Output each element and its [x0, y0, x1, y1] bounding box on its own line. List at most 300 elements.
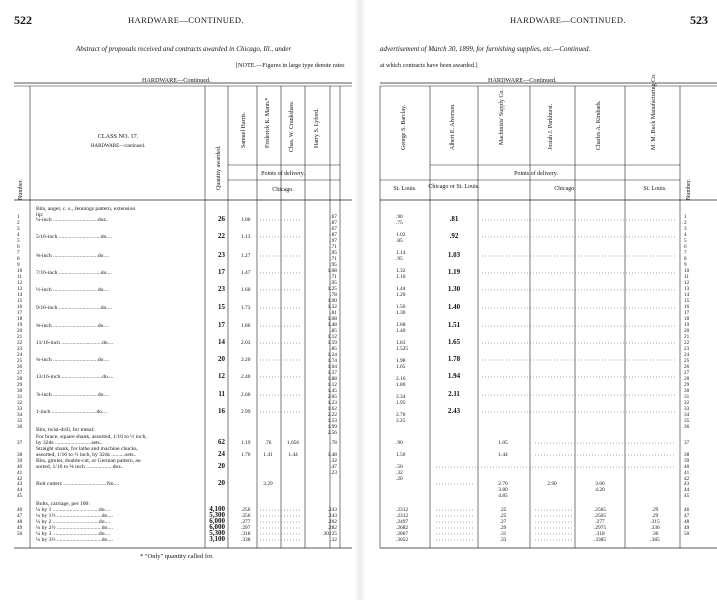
row-number-right: 24	[684, 352, 690, 358]
row-number-left: 19	[17, 322, 23, 328]
barclay-price: .90	[396, 214, 403, 220]
quantity-awarded: 5,300	[209, 529, 225, 537]
item-description: ¼ by 3½ ................................do....	[36, 537, 113, 543]
row-number-right: 34	[684, 412, 690, 418]
item-description: Bits, gimlet, double-cut, or German pattern, as-	[36, 458, 142, 464]
bidder-mann: Frederick K. Mann.*	[265, 97, 271, 148]
mann-price: 3.29	[263, 481, 273, 487]
row-number-right: 42	[684, 476, 690, 482]
row-number-left: 10	[17, 268, 23, 274]
harris-price: .297	[241, 525, 251, 531]
row-number-right: 44	[684, 487, 690, 493]
harris-price: 1.13	[241, 234, 251, 240]
item-description: ¼ by 2 .................................do....	[36, 519, 111, 525]
quantity-awarded: 17	[218, 321, 225, 329]
harris-price: 1.19	[241, 440, 251, 446]
leader-dots	[260, 220, 676, 540]
machinists-price: 3.80	[498, 487, 508, 493]
quantity-awarded: 17	[218, 268, 225, 276]
row-number-right: 3	[684, 226, 687, 232]
right-running-head: HARDWARE—CONTINUED.	[510, 15, 626, 25]
bidder-crankshaw: Chas. W. Crankshaw.	[289, 100, 295, 152]
quantity-awarded: 20	[218, 479, 225, 487]
lyford-price: 1.08	[327, 316, 337, 322]
row-number-left: 37	[17, 440, 23, 446]
row-number-right: 41	[684, 470, 690, 476]
row-number-right: 28	[684, 376, 690, 382]
row-number-right: 50	[684, 531, 690, 537]
row-number-right: 46	[684, 507, 690, 513]
row-number-right: 40	[684, 464, 690, 470]
barclay-price: .2682	[396, 525, 409, 531]
item-description: ¼ by 2½ ................................do....	[36, 525, 113, 531]
quantity-awarded: 5,300	[209, 511, 225, 519]
item-description: Straight shank, for lathe and machine chucks,	[36, 446, 138, 452]
quantity-awarded: 16	[218, 407, 225, 415]
item-description: ⅝-inch ................................do....	[36, 323, 110, 329]
barclay-price: 1.56	[396, 304, 406, 310]
lyford-price: 1.62	[327, 406, 337, 412]
harris-price: 2.03	[241, 340, 251, 346]
machinists-price: 4.85	[498, 493, 508, 499]
barclay-price: 1.80	[396, 382, 406, 388]
item-description: Bits, auger, c. s., Jennings pattern, extension	[36, 206, 136, 212]
row-number-right: 31	[684, 394, 690, 400]
lyford-price: .95	[330, 250, 337, 256]
bidder-machinists: Machinists' Supply Co.	[499, 89, 505, 145]
row-number-left: 23	[17, 346, 23, 352]
quantity-awarded: 15	[218, 303, 225, 311]
row-number-right: 49	[684, 525, 690, 531]
row-number-right: 38	[684, 452, 690, 458]
lyford-price: .81	[330, 310, 337, 316]
left-note: [NOTE.—Figures in large type denote rates	[236, 62, 345, 69]
row-number-left: 50	[17, 531, 23, 537]
row-number-right: 8	[684, 256, 687, 262]
quantity-awarded: 6,000	[209, 517, 225, 525]
barclay-price: .2497	[396, 519, 409, 525]
left-abstract-title: Abstract of proposals received and contracts awarded in Chicago, Ill., under	[76, 45, 292, 53]
row-number-left: 46	[17, 507, 23, 513]
machinists-price: 2.70	[498, 481, 508, 487]
barclay-price: .85	[396, 238, 403, 244]
row-number-left: 11	[17, 274, 22, 280]
row-number-left: 43	[17, 481, 23, 487]
row-number-right: 35	[684, 418, 690, 424]
alverson-price: 1.30	[447, 285, 461, 293]
row-number-left: 14	[17, 292, 23, 298]
harris-price: 1.00	[241, 217, 251, 223]
class-title: CLASS NO. 17.	[97, 133, 139, 140]
row-number-left: 25	[17, 358, 23, 364]
row-number-right: 15	[684, 298, 690, 304]
row-number-right: 11	[684, 274, 689, 280]
machinists-price: .31	[499, 531, 507, 537]
right-delivery-st-louis-1: St. Louis.	[393, 186, 417, 192]
right-points-of-delivery: Points of delivery.	[514, 171, 558, 177]
machinists-price: 1.44	[498, 452, 508, 458]
row-number-right: 16	[684, 304, 690, 310]
harris-price: 2.60	[241, 392, 251, 398]
machinists-price: 1.05	[498, 440, 508, 446]
right-number-header: Number.	[686, 179, 692, 200]
barclay-price: .75	[396, 220, 403, 226]
quantity-awarded: 11	[218, 390, 225, 398]
row-number-right: 7	[684, 250, 687, 256]
row-number-left: 31	[17, 394, 23, 400]
row-number-right: 33	[684, 406, 690, 412]
quantity-awarded: 22	[218, 232, 225, 240]
row-number-left: 1	[17, 214, 20, 220]
kimbark-price: .2565	[593, 513, 607, 519]
row-number-right: 22	[684, 340, 690, 346]
lyford-price: 1.08	[327, 268, 337, 274]
crankshaw-price: 1.44	[288, 452, 298, 458]
row-number-right: 48	[684, 519, 690, 525]
kimbark-price: 4.20	[595, 487, 605, 493]
alverson-price: 1.65	[447, 338, 461, 346]
lyford-price: .95	[330, 280, 337, 286]
kimbark-price: .277	[595, 519, 605, 525]
barclay-price: 2.70	[396, 412, 406, 418]
row-number-left: 22	[17, 340, 23, 346]
row-number-left: 3	[17, 226, 20, 232]
barclay-price: .20	[396, 476, 403, 482]
row-numbers	[17, 214, 690, 537]
lyford-price: .282	[327, 525, 337, 531]
item-description: Bolt cutters ...............................No....	[36, 481, 120, 487]
harris-price: .318	[241, 531, 251, 537]
bidder-barclay: George S. Barclay.	[401, 104, 407, 150]
row-number-left: 27	[17, 370, 23, 376]
barclay-price: 1.10	[396, 274, 406, 280]
lyford-price: 1.53	[327, 418, 337, 424]
lyford-price: .47	[330, 464, 337, 470]
row-number-right: 1	[684, 214, 687, 220]
item-description: 9/16-inch ..............................do....	[36, 305, 112, 311]
barclay-price: 1.14	[396, 250, 406, 256]
row-number-left: 40	[17, 464, 23, 470]
item-description: 1-inch ................................do....	[36, 409, 108, 415]
lyford-price: 1.45	[327, 388, 337, 394]
row-number-left: 47	[17, 513, 23, 519]
kimbark-price: .318	[595, 531, 605, 537]
bidder-alverson: Albert E. Alverson.	[450, 103, 456, 150]
lyford-price: .85	[330, 328, 337, 334]
row-number-left: 30	[17, 388, 23, 394]
row-number-left: 41	[17, 470, 23, 476]
item-description: ¾-inch ................................do....	[36, 357, 110, 363]
lyford-price: 1.00	[327, 298, 337, 304]
left-delivery-chicago: Chicago.	[272, 187, 294, 193]
lyford-price: .32	[330, 537, 337, 543]
row-number-left: 36	[17, 424, 23, 430]
harris-price: 2.20	[241, 357, 251, 363]
item-description: ½-inch ................................do....	[36, 287, 110, 293]
barclay-price: 1.68	[396, 322, 406, 328]
lyford-price: 1.88	[327, 376, 337, 382]
row-number-left: 8	[17, 256, 20, 262]
buck-price: .315	[650, 519, 660, 525]
lyford-price: .67	[330, 214, 337, 220]
quantity-awarded: 20	[218, 355, 225, 363]
lyford-price: 1.48	[327, 322, 337, 328]
class-subtitle: HARDWARE—continued.	[90, 144, 146, 149]
item-description: Bits, twist-drill, for metal:	[36, 427, 95, 433]
barclay-price: 1.32	[396, 268, 406, 274]
row-number-right: 18	[684, 316, 690, 322]
right-page-number: 523	[690, 13, 708, 27]
parkhurst-price: 2.90	[547, 481, 557, 487]
lyford-price: .78	[330, 440, 337, 446]
footnote: * "Only" quantity called for.	[140, 553, 214, 560]
buck-price: .29	[651, 513, 659, 519]
row-number-left: 35	[17, 418, 23, 424]
row-number-right: 20	[684, 328, 690, 334]
lyford-price: .67	[330, 226, 337, 232]
item-description: ¼ by 1 .................................do....	[36, 507, 111, 513]
row-number-left: 4	[17, 232, 20, 238]
lyford-price: 1.23	[327, 400, 337, 406]
lyford-price: .32	[330, 458, 337, 464]
lyford-price: .87	[330, 220, 337, 226]
bidder-harris: Samuel Harris.	[241, 112, 247, 148]
row-number-right: 19	[684, 322, 690, 328]
item-description: Bolts, carriage, per 100:	[36, 501, 90, 507]
right-delivery-chicago: Chicago.	[554, 186, 576, 192]
item-description: 11/16-inch .............................do....	[36, 340, 114, 346]
barclay-price: .2867	[396, 531, 409, 537]
row-number-left: 7	[17, 250, 20, 256]
lyford-price: 1.48	[327, 452, 337, 458]
row-number-right: 29	[684, 382, 690, 388]
alverson-price: 1.78	[447, 355, 461, 363]
row-number-right: 14	[684, 292, 690, 298]
row-number-left: 33	[17, 406, 23, 412]
barclay-price: 2.16	[396, 376, 406, 382]
buck-price: .336	[650, 525, 660, 531]
quantity-awarded: 24	[218, 450, 225, 458]
row-number-left: 2	[17, 220, 20, 226]
row-number-left: 17	[17, 310, 23, 316]
bidder-kimbark: Charles A. Kimbark.	[596, 100, 602, 150]
barclay-price: .95	[396, 256, 403, 262]
lyford-price: .78	[330, 292, 337, 298]
row-number-right: 36	[684, 424, 690, 430]
row-number-left: 15	[17, 298, 23, 304]
barclay-price: .2312	[396, 507, 409, 513]
harris-price: 1.86	[241, 323, 251, 329]
table-cells	[36, 206, 660, 543]
lyford-price: 1.12	[327, 334, 337, 340]
right-note: at which contracts have been awarded.]	[380, 62, 478, 69]
left-running-head: HARDWARE—CONTINUED.	[128, 15, 244, 25]
row-number-left: 24	[17, 352, 23, 358]
quantity-awarded: 14	[218, 338, 225, 346]
left-number-header: Number.	[18, 179, 24, 200]
lyford-price: .71	[330, 244, 337, 250]
left-points-of-delivery: Points of delivery.	[261, 171, 305, 177]
row-number-right: 6	[684, 244, 687, 250]
lyford-price: 1.32	[327, 304, 337, 310]
row-number-right: 37	[684, 440, 690, 446]
harris-price: .338	[241, 537, 251, 543]
kimbark-price: .3385	[593, 537, 607, 543]
lyford-price: 1.99	[327, 424, 337, 430]
item-description: ⅞-inch ................................do....	[36, 392, 110, 398]
row-number-left: 16	[17, 304, 23, 310]
row-number-left: 18	[17, 316, 23, 322]
item-description: 7/16-inch ..............................do....	[36, 270, 112, 276]
machinists-price: .25	[499, 513, 507, 519]
item-description: ⅜-inch ................................do....	[36, 253, 110, 259]
barclay-price: 1.83	[396, 340, 406, 346]
lyford-price: .30125	[322, 531, 337, 537]
buck-price: .36	[651, 531, 659, 537]
row-number-right: 47	[684, 513, 690, 519]
item-description: assorted, 1/16 to ½ inch, by 32ds ..........sets..	[36, 452, 137, 458]
alverson-price: 1.40	[447, 303, 461, 311]
row-number-left: 20	[17, 328, 23, 334]
machinists-price: .29	[499, 525, 507, 531]
machinists-price: .25	[499, 507, 507, 513]
row-number-left: 32	[17, 400, 23, 406]
quantity-awarded: 23	[218, 251, 225, 259]
harris-price: 1.70	[241, 452, 251, 458]
barclay-price: 1.525	[396, 346, 409, 352]
left-section-heading: HARDWARE—Continued.	[142, 77, 211, 84]
lyford-price: 2.22	[327, 412, 337, 418]
lyford-price: 1.25	[327, 286, 337, 292]
row-number-right: 4	[684, 232, 687, 238]
barclay-price: .50	[396, 464, 403, 470]
row-number-left: 12	[17, 280, 23, 286]
lyford-price: 1.74	[327, 358, 337, 364]
row-number-right: 30	[684, 388, 690, 394]
row-number-right: 23	[684, 346, 690, 352]
item-description: 13/16-inch .............................do....	[36, 374, 114, 380]
lyford-price: .243	[327, 507, 337, 513]
barclay-price: 1.65	[396, 364, 406, 370]
row-number-right: 13	[684, 286, 690, 292]
item-description: sorted, 1/16 to ⅜ inch ...................doz..	[36, 464, 124, 470]
barclay-price: 1.50	[396, 452, 406, 458]
barclay-price: 2.25	[396, 418, 406, 424]
row-number-right: 25	[684, 358, 690, 364]
barclay-price: 1.44	[396, 286, 406, 292]
machinists-price: .33	[499, 537, 507, 543]
harris-price: 2.40	[241, 374, 251, 380]
row-number-left: 21	[17, 334, 23, 340]
right-section-heading: HARDWARE—Continued.	[488, 77, 557, 84]
alverson-price: 1.51	[447, 321, 461, 329]
lyford-price: .243	[327, 513, 337, 519]
barclay-price: 1.95	[396, 400, 406, 406]
bidder-lyford: Harry S. Lyford.	[314, 108, 320, 148]
lyford-price: .262	[327, 519, 337, 525]
row-number-right: 45	[684, 493, 690, 499]
lyford-price: 2.05	[327, 394, 337, 400]
row-number-left: 29	[17, 382, 23, 388]
row-number-right: 21	[684, 334, 690, 340]
lyford-price: 1.24	[327, 352, 337, 358]
harris-price: 2.99	[241, 409, 251, 415]
row-number-left: 48	[17, 519, 23, 525]
row-number-right: 2	[684, 220, 687, 226]
row-number-left: 26	[17, 364, 23, 370]
barclay-price: .90	[396, 440, 403, 446]
quantity-awarded: 6,000	[209, 523, 225, 531]
lyford-price: .95	[330, 262, 337, 268]
barclay-price: 1.30	[396, 310, 406, 316]
row-number-right: 9	[684, 262, 687, 268]
row-number-left: 13	[17, 286, 23, 292]
barclay-price: .32	[396, 470, 403, 476]
left-page-number: 522	[14, 13, 32, 27]
item-description: ¼-inch ................................doz..	[36, 217, 109, 223]
item-description: 5/16-inch ..............................do....	[36, 234, 112, 240]
quantity-header: Quantity awarded.	[216, 145, 222, 190]
item-description: For brace, square shank, assorted, 1/16 to ½ inch,	[36, 434, 147, 440]
kimbark-price: .2565	[593, 507, 607, 513]
alverson-price: .92	[449, 232, 459, 240]
lyford-price: 1.59	[327, 340, 337, 346]
lyford-price: 2.56	[327, 430, 337, 436]
row-number-left: 5	[17, 238, 20, 244]
lyford-price: 1.04	[327, 364, 337, 370]
alverson-price: .81	[449, 215, 459, 223]
quantity-awarded: 4,100	[209, 505, 225, 513]
table-rules	[14, 83, 717, 548]
row-number-left: 49	[17, 525, 23, 531]
harris-price: .256	[241, 513, 251, 519]
row-number-right: 5	[684, 238, 687, 244]
right-delivery-st-louis-2: St. Louis.	[643, 186, 667, 192]
alverson-price: 1.94	[447, 372, 461, 380]
barclay-price: 1.98	[396, 358, 406, 364]
lyford-price: 1.12	[327, 382, 337, 388]
quantity-awarded: 26	[218, 215, 225, 223]
row-number-right: 17	[684, 310, 690, 316]
alverson-price: 2.43	[447, 407, 461, 415]
barclay-price: .2312	[396, 513, 409, 519]
quantity-awarded: 20	[218, 462, 225, 470]
quantity-awarded: 23	[218, 285, 225, 293]
mann-price: .76	[264, 440, 272, 446]
machinists-price: .27	[499, 519, 507, 525]
item-description: ¼ by 1½ ................................do....	[36, 513, 113, 519]
mann-price: 1.41	[263, 452, 273, 458]
harris-price: 1.60	[241, 287, 251, 293]
barclay-price: 1.20	[396, 292, 406, 298]
harris-price: 1.73	[241, 305, 251, 311]
bidder-parkhurst: Josiah J. Parkhurst.	[548, 103, 554, 150]
lyford-price: .97	[330, 238, 337, 244]
row-number-right: 10	[684, 268, 690, 274]
row-number-left: 39	[17, 458, 23, 464]
crankshaw-price: 1.056	[286, 440, 300, 446]
row-number-right: 26	[684, 364, 690, 370]
row-number-right: 12	[684, 280, 690, 286]
barclay-price: 1.40	[396, 328, 406, 334]
harris-price: .256	[241, 507, 251, 513]
harris-price: 1.27	[241, 253, 251, 259]
quantity-awarded: 3,100	[209, 535, 225, 543]
row-number-left: 44	[17, 487, 23, 493]
row-number-left: 6	[17, 244, 20, 250]
alverson-price: 1.19	[447, 268, 461, 276]
quantity-awarded: 62	[218, 438, 225, 446]
